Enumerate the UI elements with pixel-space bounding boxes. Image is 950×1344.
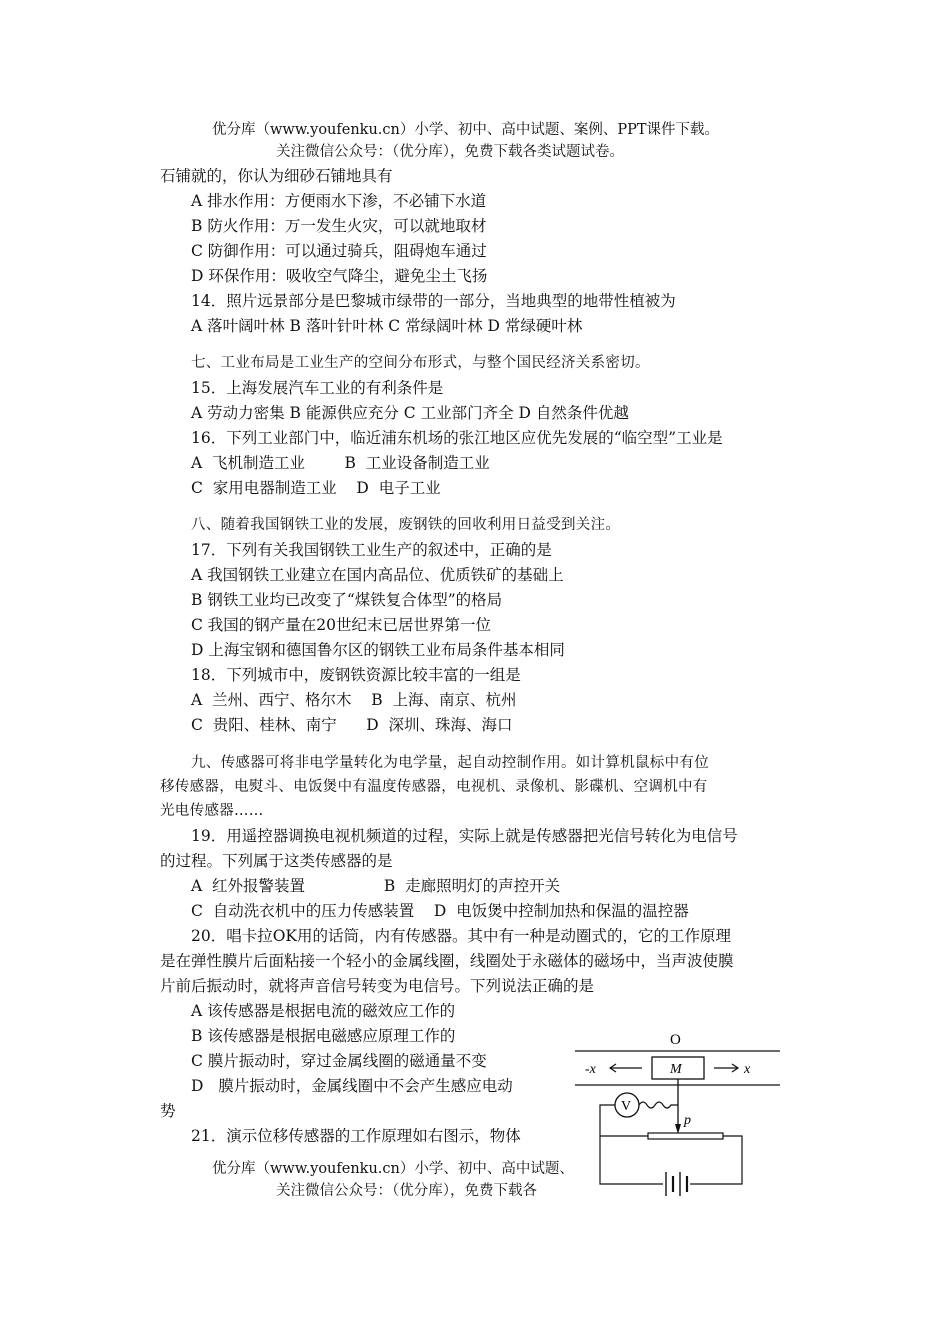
footer-line-2: 关注微信公众号：（优分库），免费下载各 <box>276 1183 537 1199</box>
flexible-lead-wire <box>639 1102 678 1108</box>
header-line-1: 优分库（www.youfenku.cn）小学、初中、高中试题、案例、PPT课件下载。 <box>212 122 720 138</box>
section-9-line-1: 九、传感器可将非电学量转化为电学量，起自动控制作用。如计算机鼠标中有位 <box>191 755 709 771</box>
q16-options-ab: A 飞机制造工业 B 工业设备制造工业 <box>191 454 490 472</box>
q13-option-c: C 防御作用：可以通过骑兵，阻碍炮车通过 <box>191 242 487 260</box>
q21-stem: 21．演示位移传感器的工作原理如右图示，物体 <box>191 1127 521 1145</box>
q20-option-a: A 该传感器是根据电流的磁效应工作的 <box>191 1002 456 1020</box>
q19-stem-line-2: 的过程。下列属于这类传感器的是 <box>160 852 393 870</box>
q17-stem: 17．下列有关我国钢铁工业生产的叙述中，正确的是 <box>191 541 552 559</box>
circuit-left-wire <box>600 1136 663 1184</box>
q19-options-ab: A 红外报警装置 B 走廊照明灯的声控开关 <box>191 877 561 895</box>
q20-option-c: C 膜片振动时，穿过金属线圈的磁通量不变 <box>191 1052 487 1070</box>
footer-clip <box>0 1155 575 1205</box>
figure-label-m: M <box>670 1062 682 1077</box>
figure-label-x: x <box>744 1062 751 1077</box>
q19-options-cd: C 自动洗衣机中的压力传感装置 D 电饭煲中控制加热和保温的温控器 <box>191 902 689 920</box>
q17-option-c: C 我国的钢产量在20世纪末已居世界第一位 <box>191 616 492 634</box>
section-9-line-2: 移传感器，电熨斗、电饭煲中有温度传感器，电视机、录像机、影碟机、空调机中有 <box>160 779 708 795</box>
q16-options-cd: C 家用电器制造工业 D 电子工业 <box>191 479 441 497</box>
figure-label-neg-x: -x <box>585 1062 596 1077</box>
q20-stem-line-1: 20．唱卡拉OK用的话筒，内有传感器。其中有一种是动圈式的，它的工作原理 <box>191 927 732 945</box>
figure-label-p: p <box>684 1113 691 1128</box>
q20-option-b: B 该传感器是根据电磁感应原理工作的 <box>191 1027 456 1045</box>
q15-options: A 劳动力密集 B 能源供应充分 C 工业部门齐全 D 自然条件优越 <box>191 404 629 422</box>
q17-option-a: A 我国钢铁工业建立在国内高品位、优质铁矿的基础上 <box>191 566 564 584</box>
q20-stem-line-3: 片前后振动时，就将声音信号转变为电信号。下列说法正确的是 <box>160 977 595 995</box>
header-line-2: 关注微信公众号：（优分库），免费下载各类试题试卷。 <box>276 144 624 160</box>
q17-option-b: B 钢铁工业均已改变了“煤铁复合体型”的格局 <box>191 591 503 609</box>
q18-options-ab: A 兰州、西宁、格尔木 B 上海、南京、杭州 <box>191 691 517 709</box>
section-8-intro: 八、随着我国钢铁工业的发展，废钢铁的回收利用日益受到关注。 <box>191 517 621 533</box>
q18-options-cd: C 贵阳、桂林、南宁 D 深圳、珠海、海口 <box>191 716 513 734</box>
q13-option-d: D 环保作用：吸收空气降尘，避免尘土飞扬 <box>191 267 488 285</box>
figure-label-v: V <box>621 1099 632 1114</box>
figure-label-o: O <box>670 1032 681 1048</box>
q20-stem-line-2: 是在弹性膜片后面粘接一个轻小的金属线圈，线圈处于永磁体的磁场中，当声波使膜 <box>160 952 734 970</box>
q17-option-d: D 上海宝钢和德国鲁尔区的钢铁工业布局条件基本相同 <box>191 641 565 659</box>
q15-stem: 15．上海发展汽车工业的有利条件是 <box>191 379 444 397</box>
displacement-sensor-figure <box>570 1026 785 1201</box>
q14-stem: 14．照片远景部分是巴黎城市绿带的一部分，当地典型的地带性植被为 <box>191 292 676 310</box>
section-7-intro: 七、工业布局是工业生产的空间分布形式，与整个国民经济关系密切。 <box>191 355 650 371</box>
section-9-line-3: 光电传感器…… <box>160 803 264 819</box>
q20-option-d: D 膜片振动时，金属线圈中不会产生感应电动 <box>191 1077 513 1095</box>
q18-stem: 18．下列城市中，废钢铁资源比较丰富的一组是 <box>191 666 521 684</box>
q14-options: A 落叶阔叶林 B 落叶针叶林 C 常绿阔叶林 D 常绿硬叶林 <box>191 317 583 335</box>
q16-stem: 16．下列工业部门中，临近浦东机场的张江地区应优先发展的“临空型”工业是 <box>191 429 723 447</box>
q13-stem-tail: 石铺就的，你认为细砂石铺地具有 <box>160 167 393 185</box>
q13-option-a: A 排水作用：方便雨水下渗，不必铺下水道 <box>191 192 487 210</box>
q20-option-d-cont: 势 <box>160 1102 176 1120</box>
circuit-right-wire <box>690 1136 742 1184</box>
q19-stem-line-1: 19．用遥控器调换电视机频道的过程，实际上就是传感器把光信号转化为电信号 <box>191 827 738 845</box>
q13-option-b: B 防火作用：万一发生火灾，可以就地取材 <box>191 217 487 235</box>
resistor-bar <box>648 1133 723 1139</box>
footer-line-1: 优分库（www.youfenku.cn）小学、初中、高中试题、 <box>212 1161 574 1177</box>
